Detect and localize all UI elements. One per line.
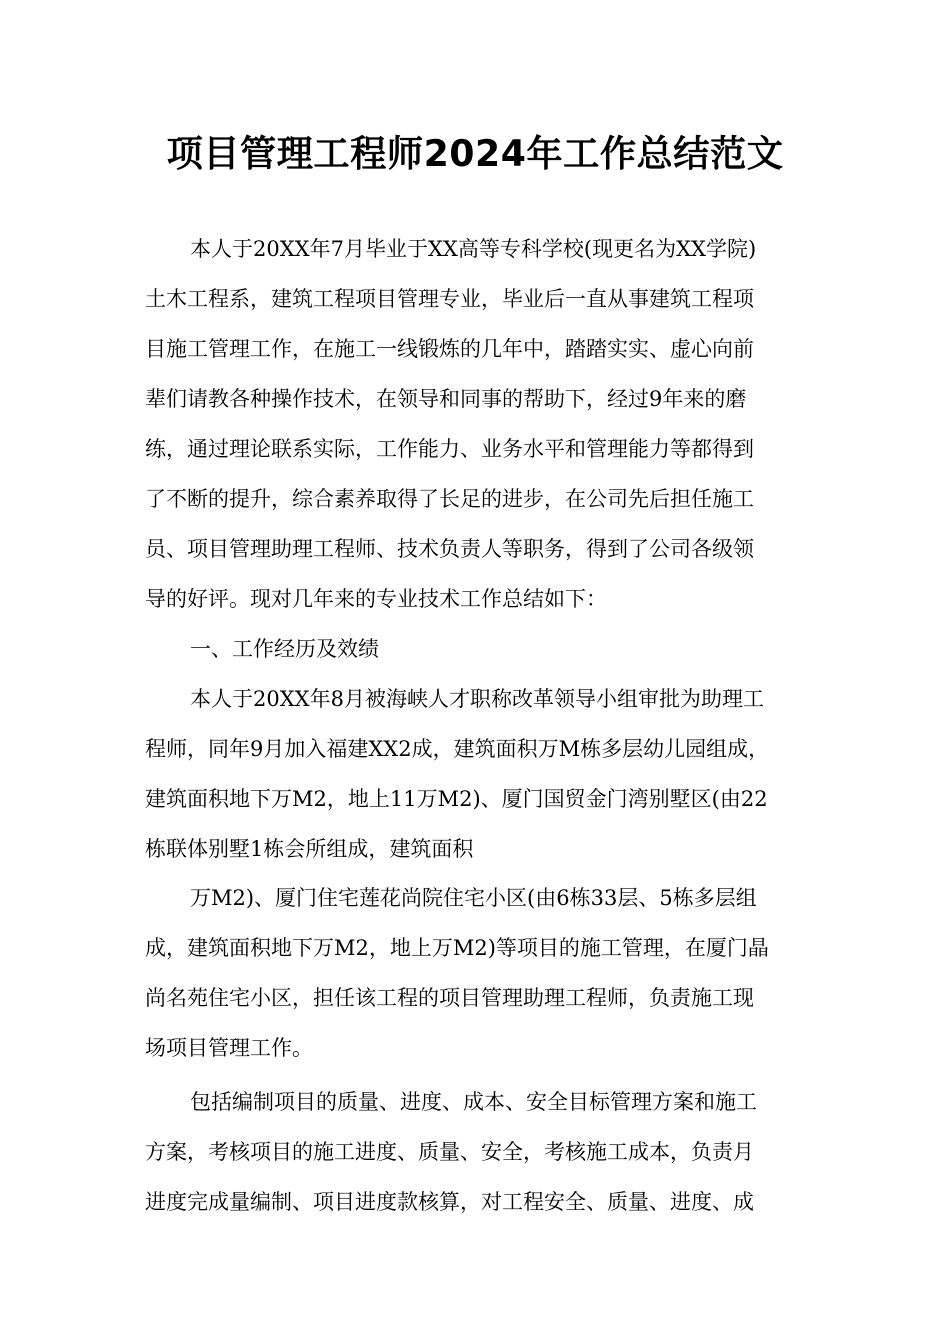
paragraph-line: 包括编制项目的质量、进度、成本、安全目标管理方案和施工	[190, 1090, 757, 1114]
paragraph-line: 本人于20XX年8月被海峡人才职称改革领导小组审批为助理工	[190, 687, 764, 711]
paragraph-line: 练，通过理论联系实际，工作能力、业务水平和管理能力等都得到	[145, 437, 754, 461]
paragraph-line: 导的好评。现对几年来的专业技术工作总结如下：	[145, 587, 607, 611]
section-heading: 一、工作经历及效绩	[190, 637, 379, 661]
paragraph-line: 进度完成量编制、项目进度款核算，对工程安全、质量、进度、成	[145, 1190, 754, 1214]
paragraph-line: 了不断的提升，综合素养取得了长足的进步，在公司先后担任施工	[145, 487, 754, 511]
paragraph-line: 程师，同年9月加入福建XX2成，建筑面积万M栋多层幼儿园组成，	[145, 737, 770, 761]
paragraph-line: 目施工管理工作，在施工一线锻炼的几年中，踏踏实实、虚心向前	[145, 337, 754, 361]
paragraph-line: 辈们请教各种操作技术，在领导和同事的帮助下，经过9年来的磨	[145, 387, 747, 411]
paragraph-line: 万M2)、厦门住宅莲花尚院住宅小区(由6栋33层、5栋多层组	[190, 886, 757, 910]
paragraph-line: 员、项目管理助理工程师、技术负责人等职务，得到了公司各级领	[145, 537, 754, 561]
paragraph-line: 栋联体别墅1栋会所组成，建筑面积	[145, 837, 474, 861]
paragraph-line: 土木工程系，建筑工程项目管理专业，毕业后一直从事建筑工程项	[145, 287, 754, 311]
paragraph-line: 方案，考核项目的施工进度、质量、安全，考核施工成本，负责月	[145, 1140, 754, 1164]
document-title: 项目管理工程师2024年工作总结范文	[166, 132, 784, 175]
paragraph-line: 尚名苑住宅小区，担任该工程的项目管理助理工程师，负责施工现	[145, 986, 754, 1010]
paragraph-line: 建筑面积地下万M2，地上11万M2)、厦门国贸金门湾别墅区(由22	[145, 787, 768, 811]
paragraph-line: 场项目管理工作。	[145, 1036, 313, 1060]
paragraph-line: 本人于20XX年7月毕业于XX高等专科学校(现更名为XX学院)	[190, 237, 757, 261]
paragraph-line: 成，建筑面积地下万M2，地上万M2)等项目的施工管理，在厦门晶	[145, 936, 769, 960]
